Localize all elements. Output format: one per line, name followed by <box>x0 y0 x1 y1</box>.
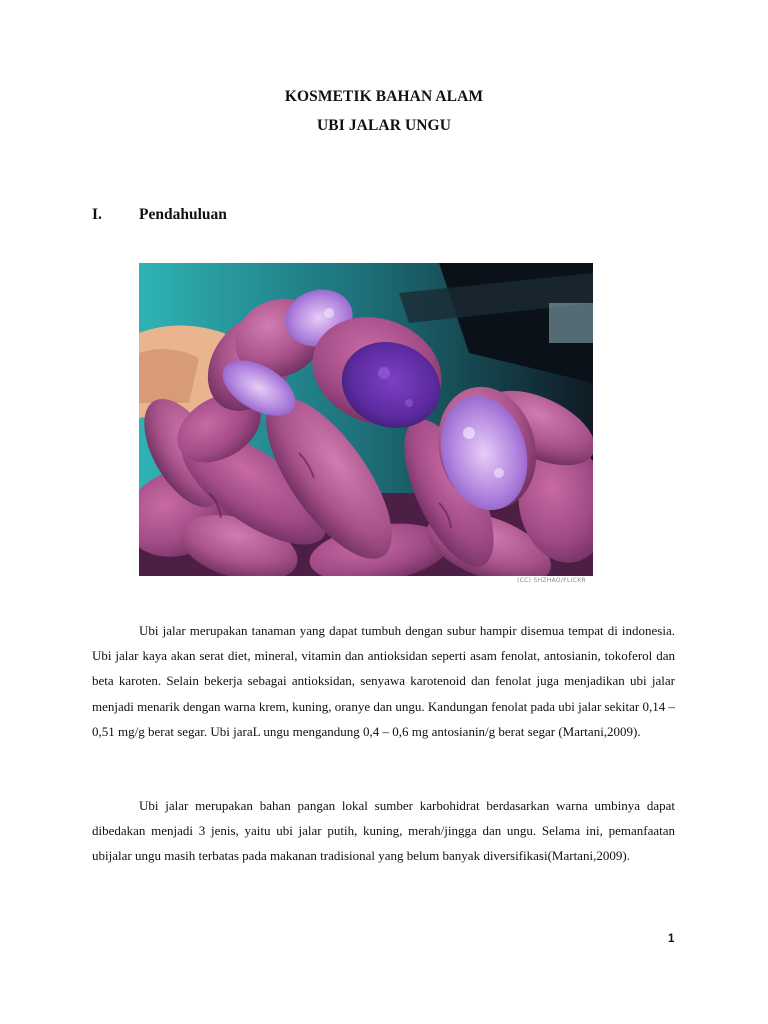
document-title: KOSMETIK BAHAN ALAM <box>284 88 484 105</box>
document-subtitle: UBI JALAR UNGU <box>316 117 452 134</box>
section-heading: Pendahuluan <box>139 206 227 223</box>
paragraph-text: Ubi jalar merupakan tanaman yang dapat tumbuh dengan subur hampir disemua tempat di indonesia. Ubi jalar kaya akan serat diet, mineral, vitamin dan antioksidan seperti asam fenolat, antosianin, tokoferol dan beta karoten. Selain bekerja sebagai antioksidan, senyawa karotenoid dan fenolat juga menjadikan ubi jalar menjadi menarik dengan warna krem, kuning, oranye dan ungu. Kandungan fenolat pada ubi jalar sekitar 0,14 – 0,51 mg/g berat segar. Ubi jaraL ungu mengandung 0,4 – 0,6 mg antosianin/g berat segar (Martani,2009). <box>92 623 675 739</box>
page-number: 1 <box>668 933 675 945</box>
section-number: I. <box>92 206 102 223</box>
paragraph <box>92 618 675 744</box>
photo-credit: (CC) SHZHAO/FLICKR <box>517 577 586 584</box>
paragraph <box>92 793 675 869</box>
paragraph-text: Ubi jalar merupakan bahan pangan lokal sumber karbohidrat berdasarkan warna umbinya dapat dibedakan menjadi 3 jenis, yaitu ubi jalar putih, kuning, merah/jingga dan ungu. Selama ini, pemanfaatan ubijalar ungu masih terbatas pada makanan tradisional yang belum banyak diversifikasi(Martani,2009). <box>92 798 675 864</box>
purple-sweet-potato-photo <box>139 263 593 576</box>
